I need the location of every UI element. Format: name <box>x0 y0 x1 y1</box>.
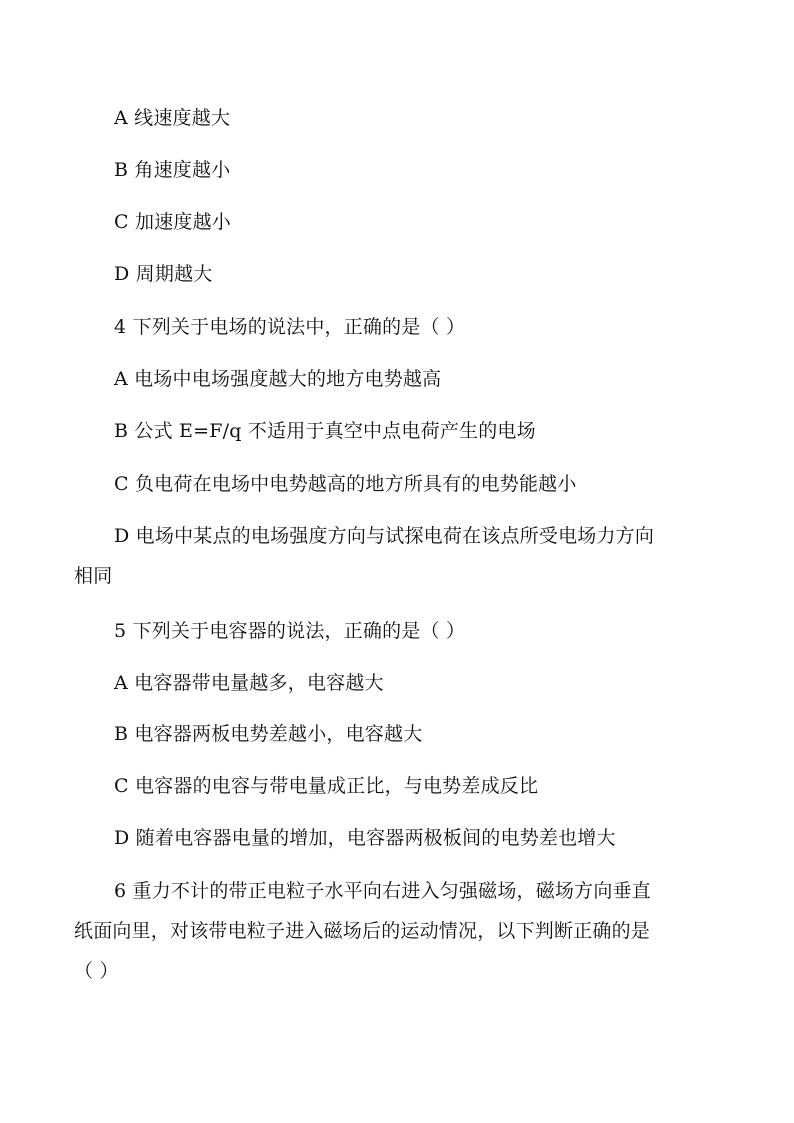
q4-option-b: B 公式 E=F/q 不适用于真空中点电荷产生的电场 <box>114 420 536 442</box>
q3-option-c: C 加速度越小 <box>114 211 231 233</box>
q4-option-d-continuation: 相同 <box>74 565 113 587</box>
q4-option-c: C 负电荷在电场中电势越高的地方所具有的电势能越小 <box>114 473 577 495</box>
q6-stem-line1: 6 重力不计的带正电粒子水平向右进入匀强磁场，磁场方向垂直 <box>114 880 651 902</box>
q4-option-d: D 电场中某点的电场强度方向与试探电荷在该点所受电场力方向 <box>114 525 655 547</box>
q5-option-c: C 电容器的电容与带电量成正比，与电势差成反比 <box>114 775 539 797</box>
q5-stem: 5 下列关于电容器的说法，正确的是（ ） <box>114 620 466 642</box>
q5-option-d: D 随着电容器电量的增加，电容器两极板间的电势差也增大 <box>114 827 616 849</box>
q3-option-b: B 角速度越小 <box>114 159 231 181</box>
q6-stem-line2: 纸面向里，对该带电粒子进入磁场后的运动情况，以下判断正确的是 <box>74 920 651 942</box>
q4-stem: 4 下列关于电场的说法中，正确的是（ ） <box>114 316 466 338</box>
q4-option-a: A 电场中电场强度越大的地方电势越高 <box>114 368 442 390</box>
q6-stem-line3: （ ） <box>74 960 119 982</box>
q3-option-d: D 周期越大 <box>114 263 213 285</box>
q3-option-a: A 线速度越大 <box>114 107 231 129</box>
q5-option-b: B 电容器两板电势差越小，电容越大 <box>114 723 423 745</box>
q5-option-a: A 电容器带电量越多，电容越大 <box>114 672 384 694</box>
